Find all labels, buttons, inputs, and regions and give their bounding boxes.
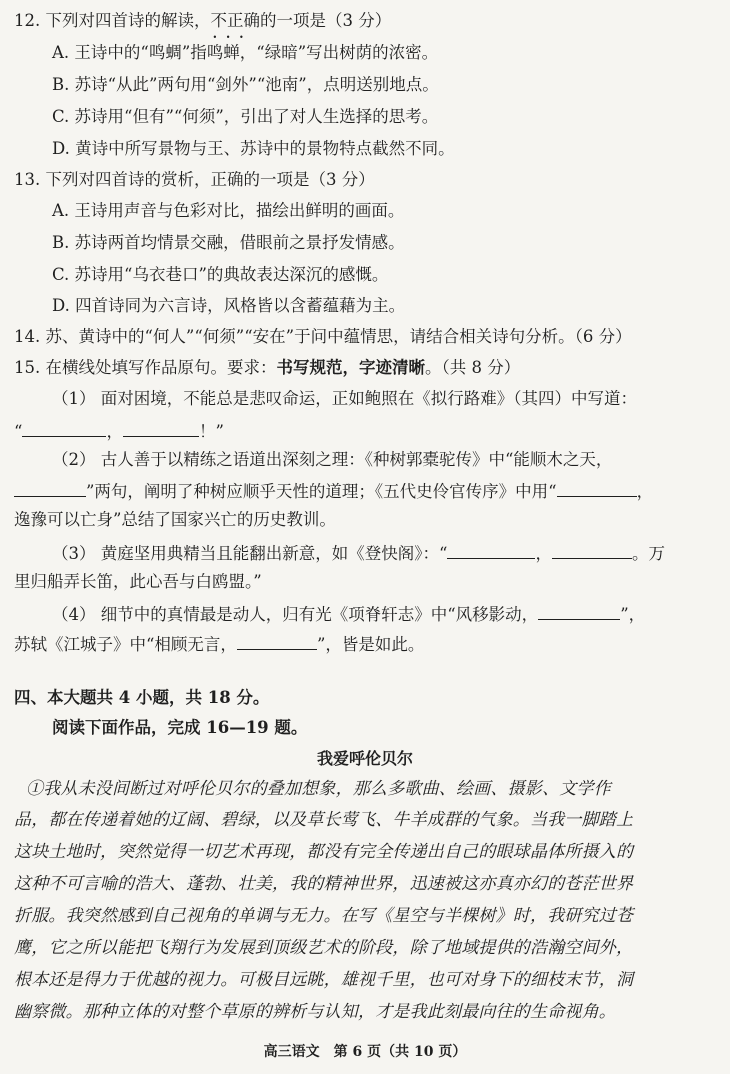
q15-sub3-prompt: （3） 黄庭坚用典精当且能翻出新意，如《登快阁》：“ ， 。万 bbox=[0, 540, 730, 566]
page-footer: 高三语文 第 6 页（共 10 页） bbox=[263, 1044, 467, 1060]
article-line: 这种不可言喻的浩大、蓬勃、壮美，我的精神世界，迅速被这亦真亦幻的苍茫世界 bbox=[14, 874, 634, 894]
q13-option-c: C. 苏诗用“乌衣巷口”的典故表达深沉的感慨。 bbox=[52, 265, 389, 284]
answer-blank[interactable] bbox=[14, 478, 86, 497]
q12-option-a: A. 王诗中的“鸣蜩”指鸣蝉，“绿暗”写出树荫的浓密。 bbox=[52, 43, 439, 62]
answer-blank[interactable] bbox=[538, 601, 620, 620]
q15-sub1-prompt: （1） 面对困境，不能总是悲叹命运，正如鲍照在《拟行路难》（其四）中写道： bbox=[52, 389, 637, 408]
q15-sub1-blanks: “ ， ！” bbox=[0, 418, 730, 444]
q13-option-b: B. 苏诗两首均情景交融，借眼前之景抒发情感。 bbox=[52, 233, 405, 252]
section4-instruction: 阅读下面作品，完成 16—19 题。 bbox=[52, 718, 308, 737]
q15-sub2-line2: ”两句，阐明了种树应顺乎天性的道理；《五代史伶官传序》中用“ ， bbox=[0, 478, 730, 504]
q15-sub4-line2: 苏轼《江城子》中“相顾无言， ”，皆是如此。 bbox=[0, 631, 730, 657]
q14-stem: 14. 苏、黄诗中的“何人”“何须”“安在”于问中蕴情思，请结合相关诗句分析。（6 分） bbox=[14, 327, 632, 346]
q15-sub4-prompt: （4） 细节中的真情最是动人，归有光《项脊轩志》中“风移影动， ”， bbox=[0, 601, 730, 627]
answer-blank[interactable] bbox=[123, 418, 199, 437]
article-title: 我爱呼伦贝尔 bbox=[316, 749, 413, 768]
q12-option-b: B. 苏诗“从此”两句用“剑外”“池南”，点明送别地点。 bbox=[52, 75, 439, 94]
section4-heading: 四、本大题共 4 小题，共 18 分。 bbox=[14, 688, 270, 707]
q12-stem: 12. 下列对四首诗的解读，不正确 • • •的一项是（3 分） bbox=[0, 9, 730, 33]
q13-stem: 13. 下列对四首诗的赏析，正确的一项是（3 分） bbox=[14, 170, 375, 189]
answer-blank[interactable] bbox=[447, 540, 535, 559]
q12-emphasis: 不正确 • • • bbox=[211, 11, 261, 30]
article-line: 根本还是得力于优越的视力。可极目远眺，雄视千里，也可对身下的细枝末节，洞 bbox=[14, 970, 634, 990]
q15-sub2-prompt: （2） 古人善于以精练之语道出深刻之理：《种树郭橐驼传》中“能顺木之天， bbox=[52, 450, 613, 469]
article-line: 这块土地时，突然觉得一切艺术再现，都没有完全传递出自己的眼球晶体所摄入的 bbox=[14, 842, 634, 862]
article-line: 幽察微。那种立体的对整个草原的辨析与认知，才是我此刻最向往的生命视角。 bbox=[14, 1002, 616, 1022]
q12-option-d: D. 黄诗中所写景物与王、苏诗中的景物特点截然不同。 bbox=[52, 139, 455, 158]
q15-requirement: 书写规范，字迹清晰 bbox=[276, 358, 425, 377]
q15-stem: 15. 在横线处填写作品原句。要求：书写规范，字迹清晰。（共 8 分） bbox=[14, 358, 521, 377]
article-line: 鹰，它之所以能把飞翔行为发展到顶级艺术的阶段，除了地域提供的浩瀚空间外， bbox=[14, 938, 634, 958]
q15-sub2-line3: 逸豫可以亡身”总结了国家兴亡的历史教训。 bbox=[14, 510, 336, 529]
article-line: 品，都在传递着她的辽阔、碧绿，以及草长莺飞、牛羊成群的气象。当我一脚踏上 bbox=[14, 810, 634, 830]
answer-blank[interactable] bbox=[552, 540, 632, 559]
answer-blank[interactable] bbox=[237, 631, 317, 650]
article-line: ①我从未没间断过对呼伦贝尔的叠加想象，那么多歌曲、绘画、摄影、文学作 bbox=[26, 779, 611, 799]
q13-option-a: A. 王诗用声音与色彩对比，描绘出鲜明的画面。 bbox=[52, 201, 405, 220]
article-line: 折服。我突然感到自己视角的单调与无力。在写《星空与半棵树》时，我研究过苍 bbox=[14, 906, 634, 926]
q15-sub3-line2: 里归船弄长笛，此心吾与白鸥盟。” bbox=[14, 572, 262, 591]
q12-option-c: C. 苏诗用“但有”“何须”，引出了对人生选择的思考。 bbox=[52, 107, 439, 126]
answer-blank[interactable] bbox=[557, 478, 637, 497]
q13-option-d: D. 四首诗同为六言诗，风格皆以含蓄蕴藉为主。 bbox=[52, 296, 406, 315]
answer-blank[interactable] bbox=[22, 418, 106, 437]
